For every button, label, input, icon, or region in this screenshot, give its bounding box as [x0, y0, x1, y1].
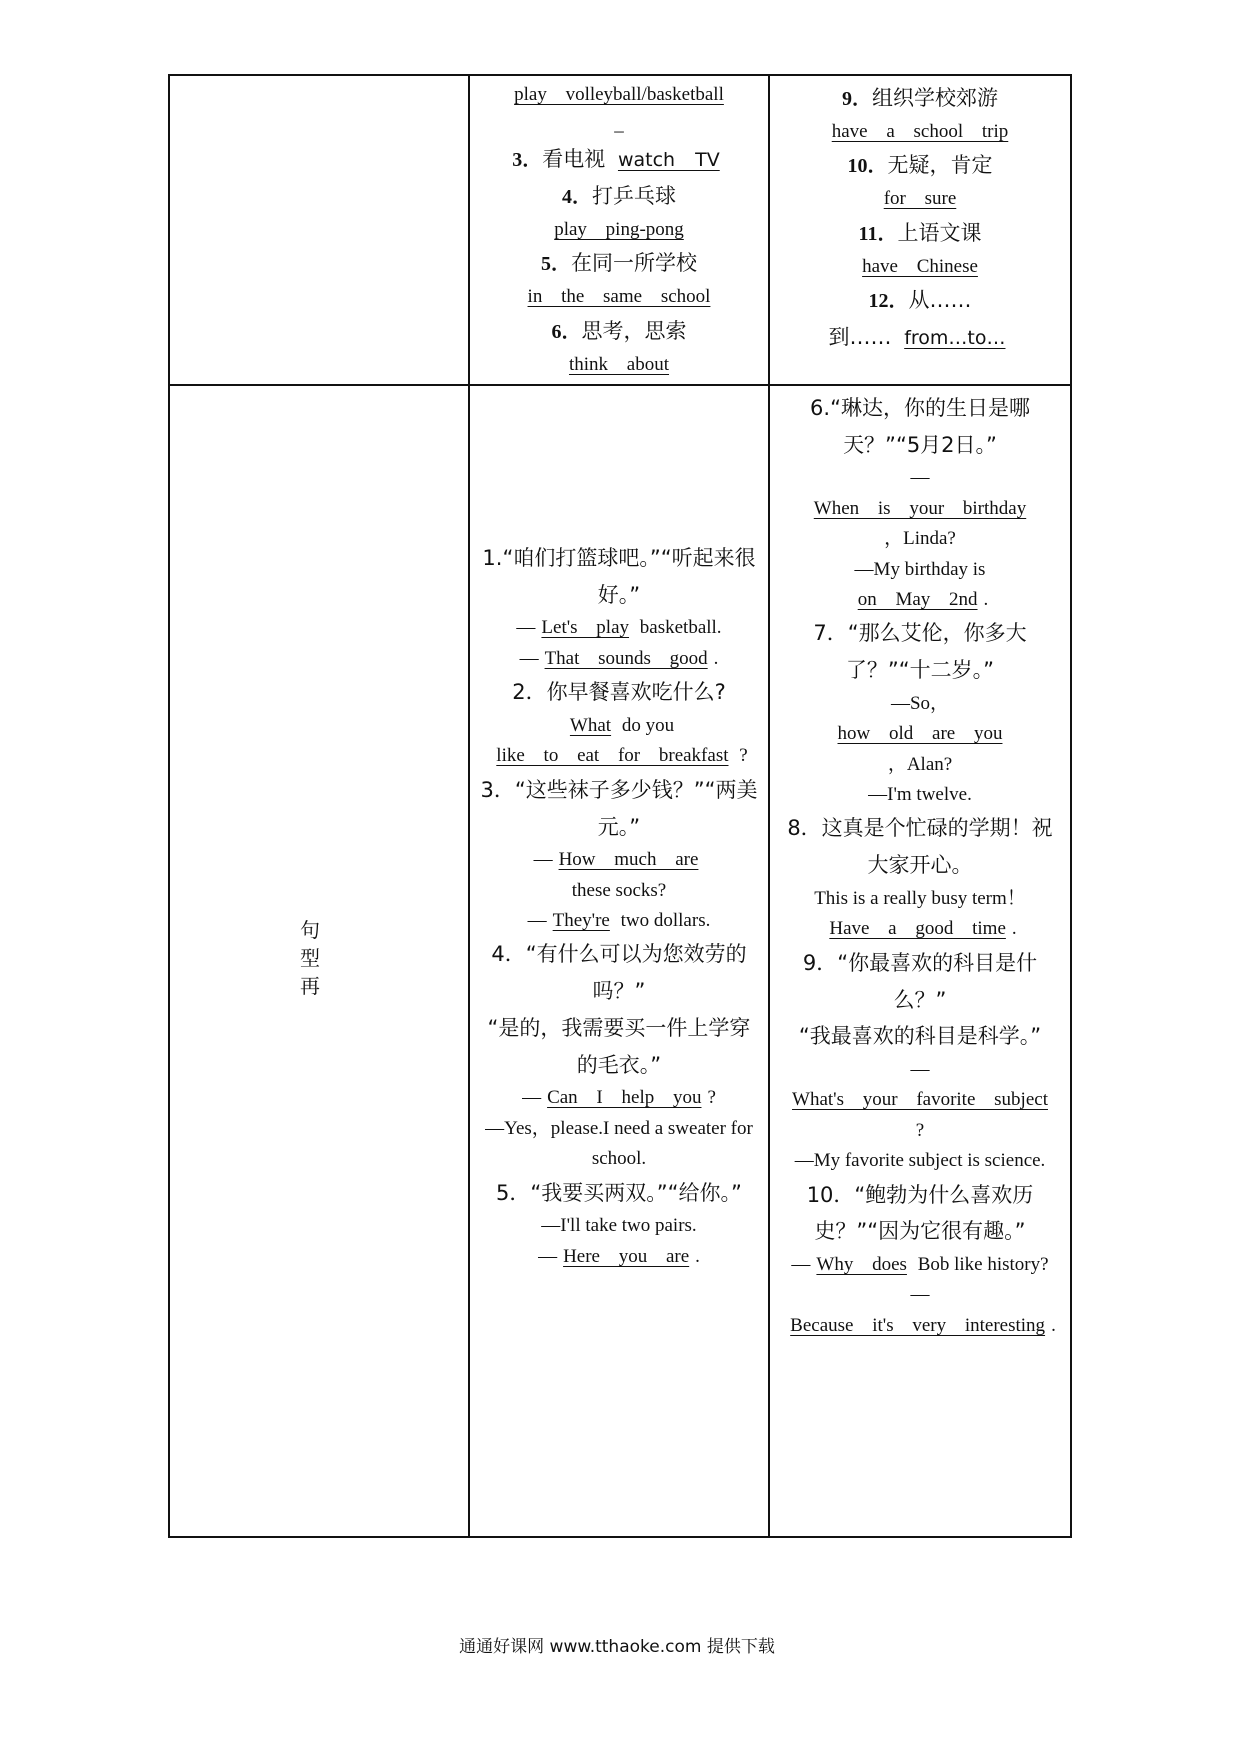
sentence-question: 5．“我要买两双。”“给你。”: [496, 1180, 742, 1205]
section-label-char: 型: [300, 945, 320, 970]
phrase-item: [780, 282, 1060, 319]
sentence-question: 3．“这些袜子多少钱？”“两美元。”: [480, 777, 758, 839]
phrase-item: [480, 313, 758, 350]
phrase-number: 3．: [512, 148, 543, 171]
phrase-number: 10．: [847, 155, 888, 178]
sentence-answer: Can I help you: [547, 1087, 702, 1109]
sentence-item: [480, 540, 758, 674]
phrase-answer: play volleyball/basketball: [514, 84, 724, 105]
sentence-text: —My favorite subject is science.: [794, 1150, 1046, 1172]
sentence-answer: That sounds good: [544, 647, 708, 669]
dash: —: [791, 1254, 811, 1276]
dash: —: [527, 910, 547, 932]
sentence-answer: What: [569, 714, 612, 736]
sentence-question: 10．“鲍勃为什么喜欢历史？”“因为它很有趣。”: [806, 1182, 1034, 1244]
sentence-answer: on May 2nd: [857, 589, 978, 611]
phrase-item: [780, 147, 1060, 184]
sentence-text: .: [1051, 1314, 1056, 1336]
sentence-question: “我最喜欢的科目是科学。”: [798, 1024, 1042, 1049]
phrase-number: 12．: [868, 290, 909, 313]
sentence-item: [780, 390, 1060, 615]
sentence-question: 6.“琳达，你的生日是哪天？”“5月2日。”: [810, 395, 1030, 457]
sentence-item: [780, 615, 1060, 810]
sentence-item: [780, 1177, 1060, 1342]
sentence-question: 2．你早餐喜欢吃什么?: [512, 680, 726, 705]
phrase-item: [480, 141, 758, 178]
phrase-answer: have Chinese: [862, 255, 978, 277]
phrase-chinese: 组织学校郊游: [872, 86, 998, 110]
sentence-text: —I'll take two pairs.: [541, 1215, 697, 1237]
sentence-question: 1.“咱们打篮球吧。”“听起来很好。”: [482, 545, 756, 607]
sentence-answer: When is your birthday: [813, 497, 1027, 519]
sentence-text: ，Linda?: [884, 528, 956, 550]
sentence-answer: Have a good time: [829, 918, 1006, 940]
sentence-answer: Because it's very interesting: [790, 1314, 1046, 1336]
sentences-row: [169, 385, 1071, 1537]
phrase-answer: play ping-pong: [554, 218, 684, 240]
section-label-char: 再: [300, 973, 320, 998]
sentence-answer: How much are: [558, 849, 699, 871]
sentence-answer: Here you are: [563, 1245, 690, 1267]
sentence-text: .: [695, 1245, 700, 1267]
dash: —: [522, 1087, 542, 1109]
sentence-answer: They're: [552, 910, 610, 932]
sentence-item: [780, 810, 1060, 944]
phrase-item: [780, 319, 1060, 356]
phrase-chinese: 上语文课: [897, 220, 982, 245]
sentence-answer: how old are you: [837, 723, 1003, 745]
sentence-text: ?: [915, 1119, 925, 1141]
dash: —: [519, 647, 539, 669]
sentences-right-cell: [769, 385, 1071, 1537]
phrases-right-cell: [769, 75, 1071, 385]
dash: —: [910, 1284, 930, 1306]
phrase-chinese: 从……: [908, 288, 972, 313]
sentence-question: 9．“你最喜欢的科目是什么？”: [802, 950, 1038, 1012]
section-label: [295, 916, 325, 1000]
sentence-text: two dollars.: [620, 910, 711, 932]
phrase-number: 4．: [562, 185, 592, 208]
phrase-chinese: 看电视: [542, 146, 606, 171]
dash: —: [910, 1059, 930, 1080]
sentence-item: [480, 674, 758, 772]
sentence-text: —Yes，please.I need a sweater for school.: [485, 1117, 753, 1170]
phrase-answer: from…to…: [904, 327, 1006, 350]
phrase-tail: _: [614, 114, 624, 136]
phrase-item: [480, 178, 758, 215]
sentence-text: Bob like history?: [917, 1254, 1049, 1276]
footer-credit: 通通好课网 www.tthaoke.com 提供下载: [459, 1637, 775, 1657]
sentence-question: 7．“那么艾伦，你多大了？”“十二岁。”: [813, 621, 1027, 683]
sentences-label-cell: [169, 385, 469, 1537]
sentence-item: [780, 945, 1060, 1177]
sentence-text: —So，: [890, 692, 950, 714]
sentence-question: 4．“有什么可以为您效劳的吗？”: [491, 942, 747, 1004]
section-label-char: 句: [300, 917, 320, 942]
sentence-text: ?: [739, 745, 748, 767]
phrase-item: [780, 80, 1060, 117]
sentence-text: .: [713, 647, 719, 669]
sentence-answer: like to eat for breakfast: [496, 745, 729, 767]
sentence-answer: Why does: [816, 1254, 907, 1276]
sentence-text: ?: [707, 1087, 716, 1109]
sentence-text: —My birthday is: [854, 558, 986, 580]
sentence-item: [480, 772, 758, 937]
phrase-chinese: 打乒乓球: [592, 183, 676, 208]
phrase-answer: watch TV: [617, 148, 720, 171]
phrase-item: [480, 245, 758, 282]
sentence-question: “是的，我需要买一件上学穿的毛衣。”: [487, 1015, 751, 1077]
phrase-item: [780, 215, 1060, 252]
phrase-chinese: 无疑，肯定: [887, 153, 993, 178]
phrases-left-cell: [469, 75, 769, 385]
sentence-text: ，Alan?: [887, 753, 953, 775]
dash: —: [516, 617, 536, 639]
worksheet-table: [168, 74, 1072, 1538]
dash: —: [533, 849, 553, 871]
sentence-item: [480, 1175, 758, 1273]
phrase-chinese: 在同一所学校: [571, 251, 697, 276]
sentence-question: 8．这真是个忙碌的学期！祝大家开心。: [787, 816, 1053, 878]
sentence-text: .: [983, 589, 989, 611]
sentence-answer: What's your favorite subject: [792, 1089, 1048, 1111]
sentences-left-cell: [469, 385, 769, 1537]
sentence-text: .: [1011, 918, 1017, 940]
phrase-item: [480, 80, 758, 141]
dash: —: [538, 1245, 558, 1267]
phrase-answer: for sure: [883, 188, 957, 210]
sentence-item: [480, 936, 758, 1174]
phrase-number: 11．: [858, 222, 898, 245]
phrase-chinese: 思考，思索: [581, 318, 687, 343]
sentence-text: do you: [621, 714, 675, 736]
phrase-answer: have a school trip: [831, 121, 1009, 142]
phrases-row: [169, 75, 1071, 385]
phrase-number: 9．: [842, 88, 872, 110]
phrase-chinese: 到……: [828, 325, 892, 350]
sentence-text: basketball.: [639, 617, 722, 639]
sentence-text: This is a really busy term！: [814, 887, 1026, 909]
sentence-text: —I'm twelve.: [868, 784, 972, 806]
phrase-number: 6．: [551, 320, 582, 343]
sentence-text: these socks?: [571, 879, 667, 901]
dash: —: [910, 467, 930, 489]
phrase-answer: think about: [568, 353, 670, 375]
sentence-answer: Let's play: [541, 617, 630, 639]
phrase-number: 5．: [541, 253, 571, 276]
phrase-answer: in the same school: [527, 286, 711, 308]
phrases-label-cell: [169, 75, 469, 385]
